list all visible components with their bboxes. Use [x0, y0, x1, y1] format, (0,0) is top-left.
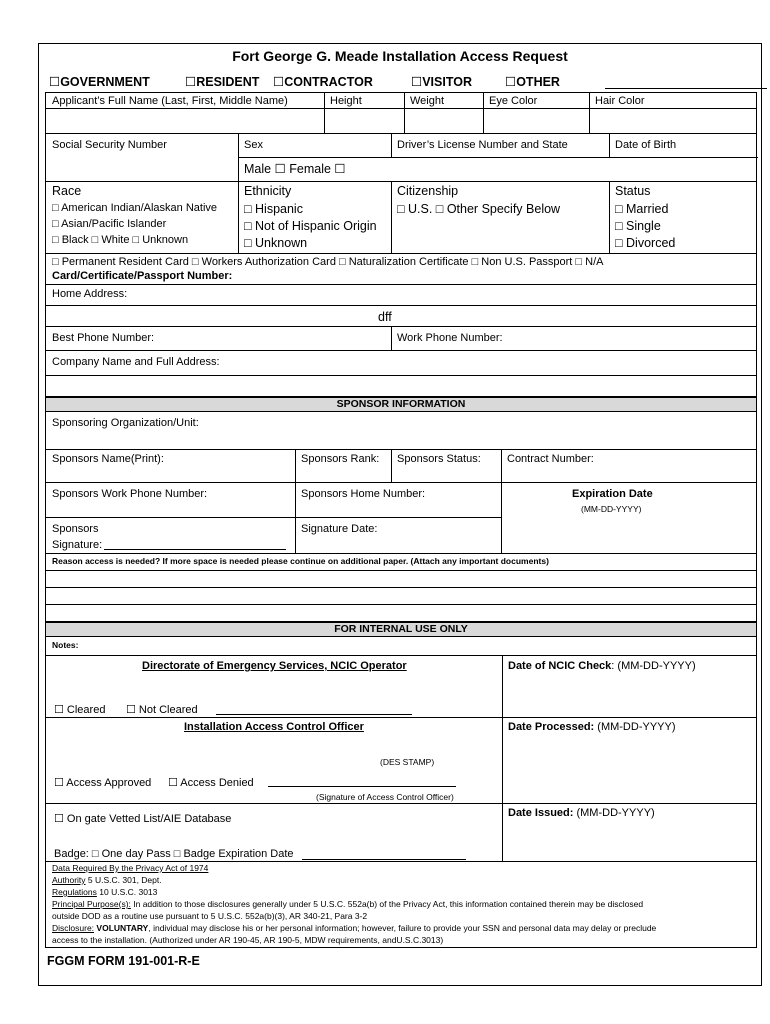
checkbox-not-cleared[interactable]: ☐ Not Cleared: [126, 704, 198, 716]
sponsor-home-number-label: Sponsors Home Number:: [301, 488, 426, 500]
home-address-label: Home Address:: [52, 288, 128, 300]
checkbox-gate-list[interactable]: ☐ On gate Vetted List/AIE Database: [54, 813, 232, 825]
home-address-value[interactable]: dff: [378, 310, 392, 324]
drivers-license-label: Driver’s License Number and State: [397, 139, 568, 151]
officer-signature-caption: (Signature of Access Control Officer): [316, 792, 454, 802]
form-frame: [38, 43, 762, 986]
sponsor-name-label: Sponsors Name(Print):: [52, 453, 164, 465]
disclosure-label: Disclosure:: [52, 923, 95, 933]
status-married[interactable]: □ Married: [615, 202, 669, 216]
expiration-date-label: Expiration Date: [572, 488, 653, 500]
checkbox-access-denied[interactable]: ☐ Access Denied: [168, 777, 254, 789]
company-section: [45, 351, 757, 397]
issued-date-format: (MM-DD-YYYY): [573, 807, 655, 819]
des-stamp: (DES STAMP): [380, 757, 435, 767]
ncic-date-label: Date of NCIC Check: [508, 660, 612, 672]
ethnicity-label: Ethnicity: [244, 184, 292, 198]
height-label: Height: [330, 95, 362, 107]
citizenship-label: Citizenship: [397, 184, 459, 198]
form-number: FGGM FORM 191-001-R-E: [47, 954, 200, 968]
processed-date-label: Date Processed:: [508, 721, 595, 733]
race-label: Race: [52, 184, 82, 198]
sponsor-signature-line[interactable]: [104, 549, 286, 550]
demographics-section: [45, 182, 757, 254]
ncic-operator-line[interactable]: [216, 714, 412, 715]
identity-section: [45, 134, 757, 182]
iaco-title: Installation Access Control Officer: [184, 721, 364, 733]
work-phone-label: Work Phone Number:: [397, 332, 503, 344]
sex-label: Sex: [244, 139, 263, 151]
checkbox-access-approved[interactable]: ☐ Access Approved: [54, 777, 152, 789]
sponsor-org-label: Sponsoring Organization/Unit:: [52, 417, 199, 429]
signature-date-label: Signature Date:: [301, 523, 378, 535]
reason-label: Reason access is needed? If more space is needed please continue on additional paper. (Attach any important documents): [52, 556, 549, 566]
form-title: Fort George G. Meade Installation Access Request: [232, 48, 568, 64]
issued-date-label: Date Issued:: [508, 807, 574, 819]
sponsor-signature-label-1: Sponsors: [52, 523, 99, 535]
privacy-section: [45, 862, 757, 948]
race-option-other[interactable]: □ Black □ White □ Unknown: [52, 234, 189, 246]
citizenship-options[interactable]: □ U.S. □ Other Specify Below: [397, 202, 561, 216]
sponsor-signature-label-2: Signature:: [52, 539, 103, 551]
authority-text: 5 U.S.C. 301, Dept.: [85, 875, 162, 885]
checkbox-visitor[interactable]: ☐VISITOR: [411, 75, 472, 89]
ethnicity-unknown[interactable]: □ Unknown: [244, 236, 308, 250]
checkbox-resident[interactable]: ☐RESIDENT: [185, 75, 260, 89]
authority-label: Authority: [52, 875, 86, 885]
internal-header: FOR INTERNAL USE ONLY: [46, 622, 756, 637]
status-label: Status: [615, 184, 651, 198]
disclosure-text-2: access to the installation. (Authorized under AR 190-45, AR 190-5, MDW requirements, andU.S.C.3013): [52, 935, 444, 945]
checkbox-other[interactable]: ☐OTHER: [505, 75, 560, 89]
checkbox-contractor[interactable]: ☐CONTRACTOR: [273, 75, 373, 89]
document-section: [45, 254, 757, 285]
phone-section: [45, 327, 757, 351]
home-address-section: [45, 285, 757, 327]
sex-options[interactable]: Male ☐ Female ☐: [244, 162, 346, 176]
purpose-text-2: outside DOD as a routine use pursuant to 5 U.S.C. 552a(b)(3), AR 340-21, Para 3-2: [52, 911, 368, 921]
processed-date-format: (MM-DD-YYYY): [594, 721, 676, 733]
applicant-name-section: [45, 92, 757, 134]
status-divorced[interactable]: □ Divorced: [615, 236, 676, 250]
category-row: [45, 74, 757, 92]
notes-label: Notes:: [52, 640, 79, 650]
privacy-act-line: Data Required By the Privacy Act of 1974: [52, 863, 209, 873]
checkbox-cleared[interactable]: ☐ Cleared: [54, 704, 106, 716]
ssn-label: Social Security Number: [52, 139, 167, 151]
sponsor-rank-label: Sponsors Rank:: [301, 453, 380, 465]
sponsor-work-phone-label: Sponsors Work Phone Number:: [52, 488, 208, 500]
internal-section: [45, 622, 757, 862]
des-ncic-title: Directorate of Emergency Services, NCIC Operator: [142, 660, 407, 672]
badge-expiration-line[interactable]: [302, 859, 466, 860]
weight-label: Weight: [410, 95, 445, 107]
eye-color-label: Eye Color: [489, 95, 538, 107]
ncic-date-format: : (MM-DD-YYYY): [611, 660, 696, 672]
race-option-asian[interactable]: □ Asian/Pacific Islander: [52, 218, 167, 230]
disclosure-voluntary: VOLUNTARY: [94, 923, 149, 933]
ethnicity-not-hispanic[interactable]: □ Not of Hispanic Origin: [244, 219, 377, 233]
purpose-text: In addition to those disclosures generally under 5 U.S.C. 552a(b) of the Privacy Act, this information contained therein may be disclosed: [130, 899, 644, 909]
ethnicity-hispanic[interactable]: □ Hispanic: [244, 202, 303, 216]
sponsor-status-label: Sponsors Status:: [397, 453, 481, 465]
officer-signature-line[interactable]: [268, 786, 456, 787]
sponsor-section: [45, 397, 757, 622]
full-name-label: Applicant’s Full Name (Last, First, Middle Name): [52, 95, 288, 107]
other-specify-line[interactable]: [605, 88, 767, 89]
best-phone-label: Best Phone Number:: [52, 332, 155, 344]
card-number-label: Card/Certificate/Passport Number:: [52, 270, 233, 282]
badge-options[interactable]: Badge: □ One day Pass □ Badge Expiration Date: [54, 848, 294, 860]
checkbox-government[interactable]: ☐GOVERNMENT: [49, 75, 150, 89]
company-label: Company Name and Full Address:: [52, 356, 220, 368]
regulations-label: Regulations: [52, 887, 97, 897]
sponsor-header: SPONSOR INFORMATION: [46, 397, 756, 412]
race-option-native[interactable]: □ American Indian/Alaskan Native: [52, 202, 218, 214]
purpose-label: Principal Purpose(s):: [52, 899, 131, 909]
expiration-date-format: (MM-DD-YYYY): [581, 504, 642, 514]
document-options[interactable]: □ Permanent Resident Card □ Workers Authorization Card □ Naturalization Certificate □ Non U.S. Passport □ N/A: [52, 256, 604, 268]
contract-number-label: Contract Number:: [507, 453, 594, 465]
hair-color-label: Hair Color: [595, 95, 645, 107]
dob-label: Date of Birth: [615, 139, 677, 151]
regulations-text: 10 U.S.C. 3013: [96, 887, 158, 897]
disclosure-text: , individual may disclose his or her personal information; however, failure to provide your SSN and personal data may delay or preclude: [148, 923, 657, 933]
status-single[interactable]: □ Single: [615, 219, 661, 233]
